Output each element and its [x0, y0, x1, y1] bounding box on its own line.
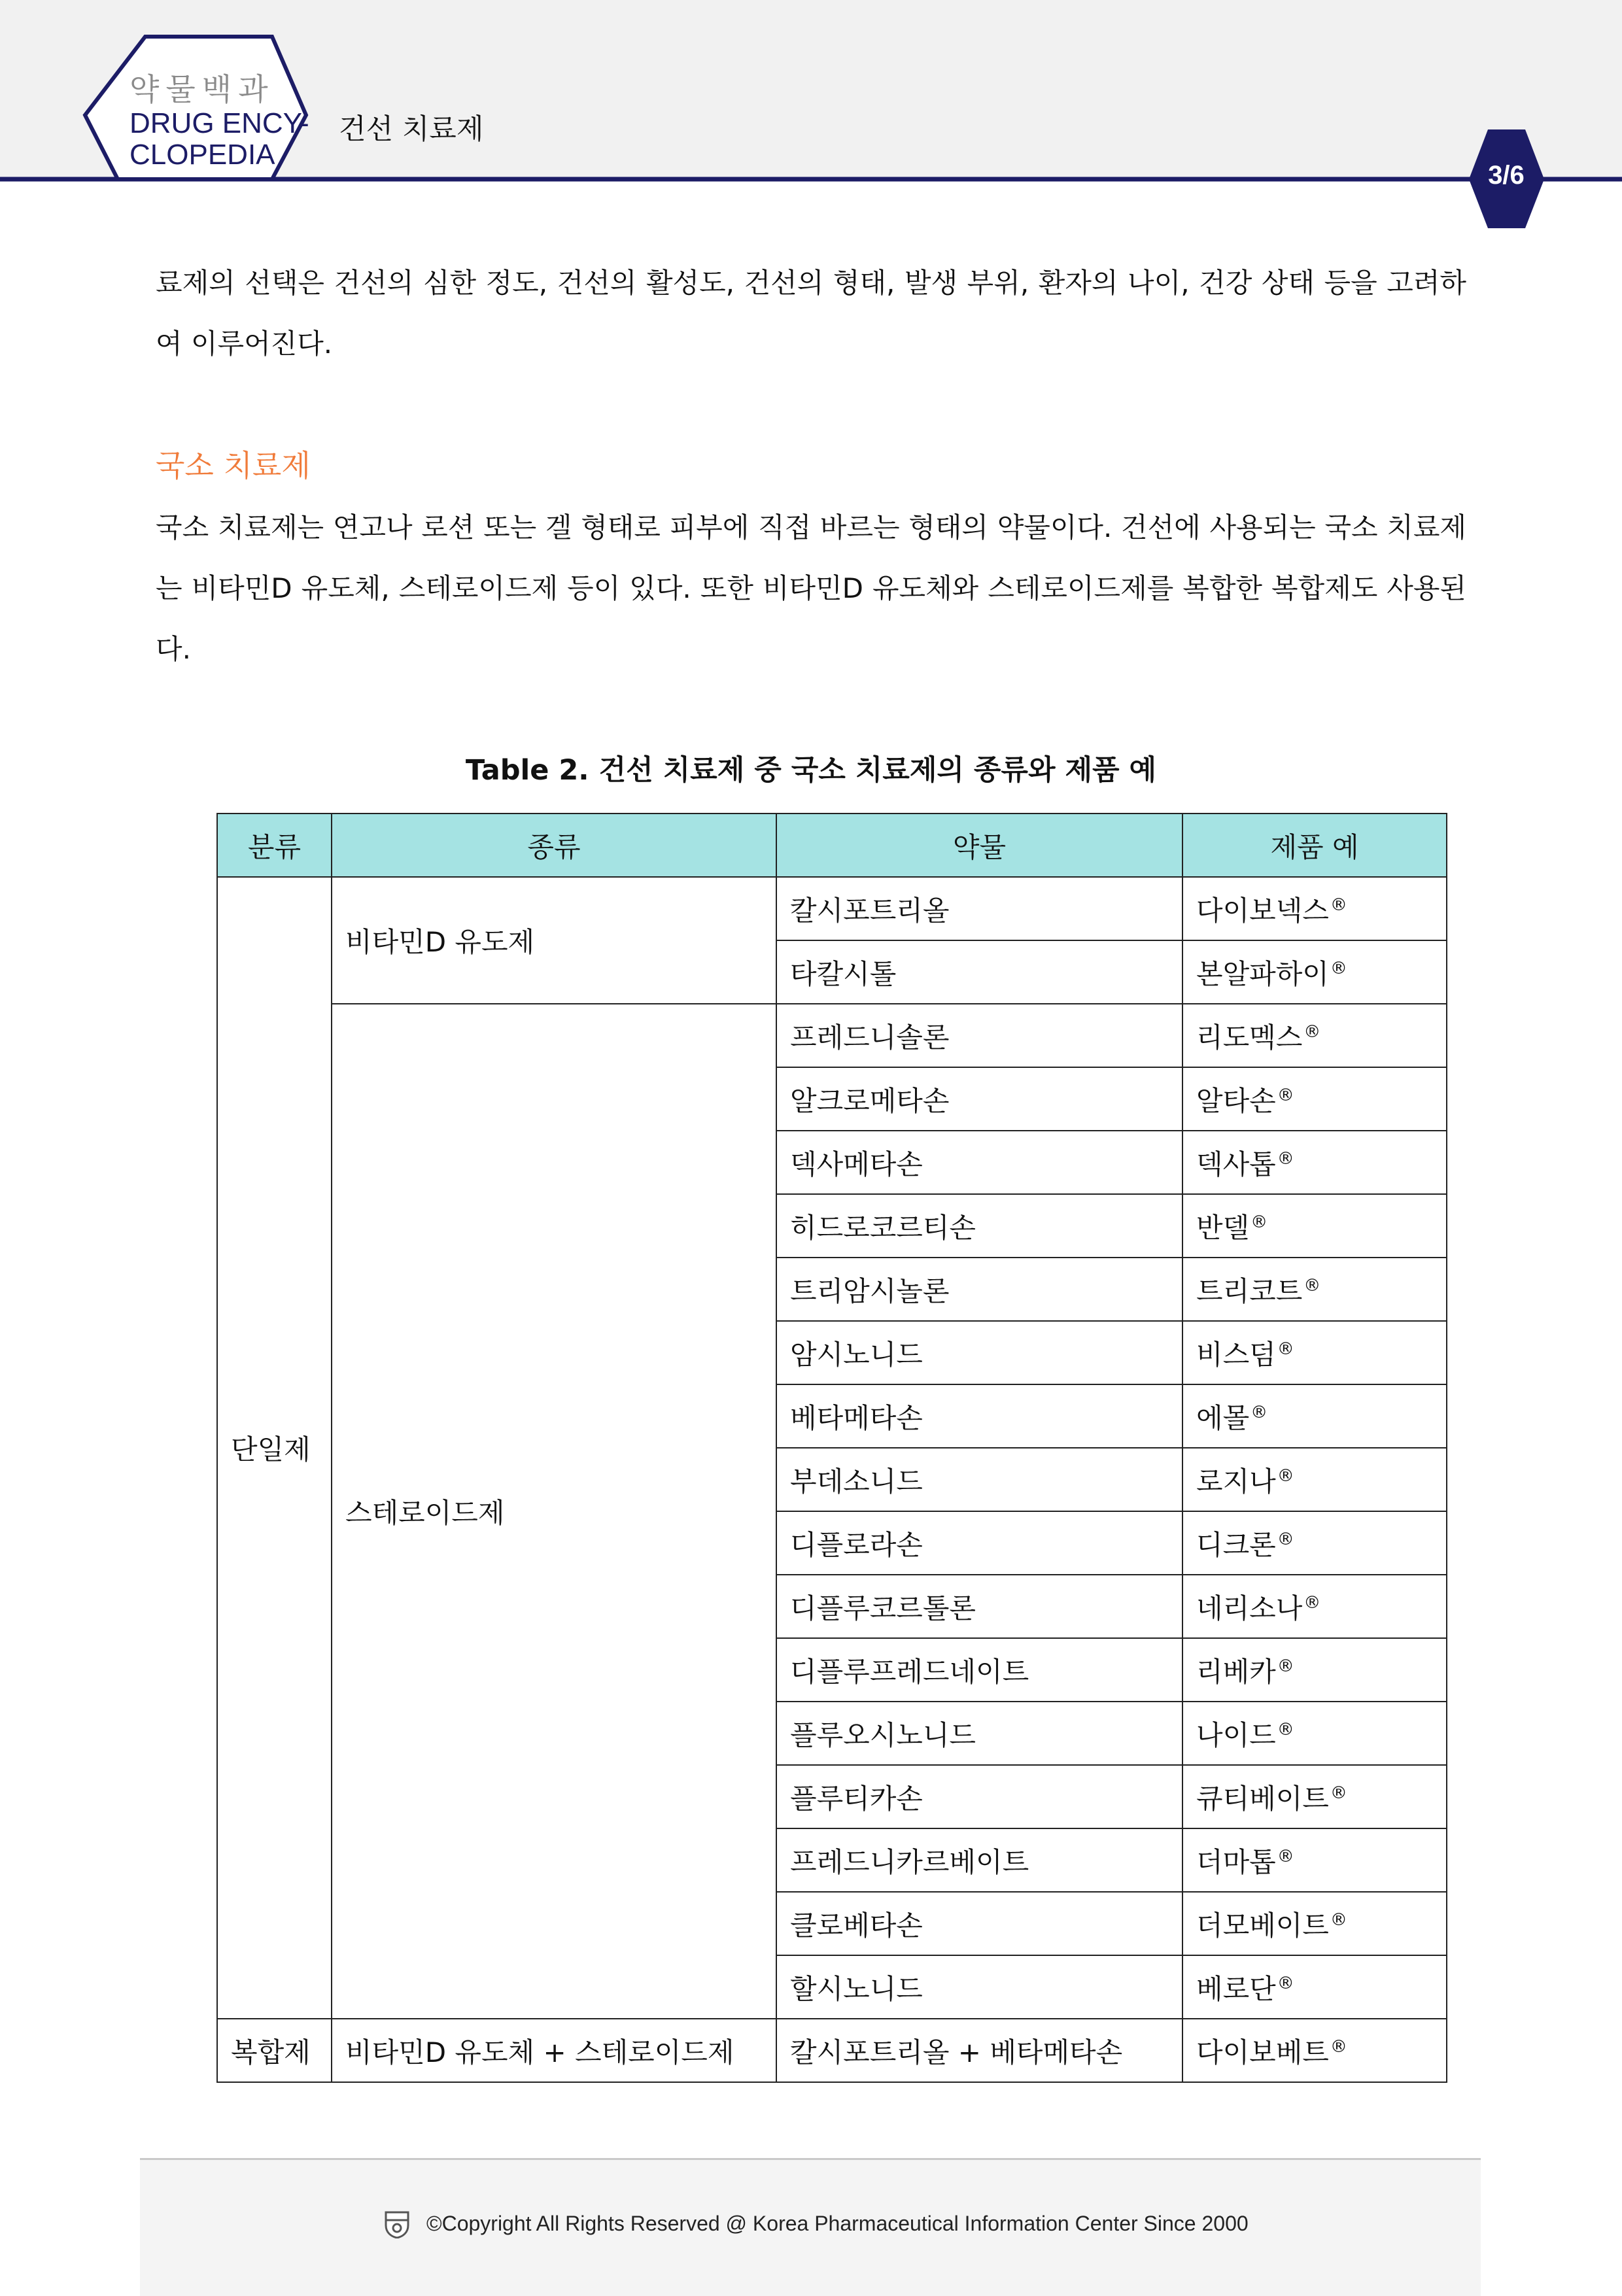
registered-mark: ® — [1303, 1275, 1321, 1295]
product-cell — [1182, 1448, 1447, 1511]
product-cell-text: 베로단 — [1196, 1972, 1276, 2005]
section-paragraph: 국소 치료제는 연고나 로션 또는 겔 형태로 피부에 직접 바르는 형태의 약물이다. 건선에 사용되는 국소 치료제는 비타민D 유도체, 스테로이드제 등이 있다. 또한 비타민D 유도체와 스테로이드제를 복합한 복합제도 사용된다. — [156, 511, 1466, 665]
drug-cell-text: 트리암시놀론 — [790, 1275, 950, 1307]
drug-cell-text: 히드로코르티손 — [790, 1211, 976, 1244]
drug-cell — [776, 1384, 1182, 1448]
drug-cell — [776, 1258, 1182, 1321]
registered-mark: ® — [1330, 895, 1347, 915]
registered-mark: ® — [1330, 958, 1347, 978]
product-cell — [1182, 1258, 1447, 1321]
product-cell — [1182, 1828, 1447, 1892]
header-category: 분류 — [217, 814, 332, 877]
drug-cell — [776, 1194, 1182, 1258]
table-row — [217, 1004, 1447, 1067]
type-cell — [332, 2019, 776, 2082]
drug-cell-text: 부데소니드 — [790, 1465, 923, 1498]
logo-english-line2: CLOPEDIA — [129, 139, 275, 171]
registered-mark: ® — [1277, 1973, 1294, 1993]
registered-mark: ® — [1303, 1021, 1321, 1042]
product-cell-text: 나이드 — [1196, 1719, 1276, 1751]
registered-mark: ® — [1251, 1212, 1268, 1232]
registered-mark: ® — [1330, 1783, 1347, 1803]
product-cell-text: 다이보넥스 — [1196, 894, 1329, 927]
category-cell — [217, 2019, 332, 2082]
product-cell — [1182, 1702, 1447, 1765]
drug-cell — [776, 1511, 1182, 1575]
drug-cell — [776, 1765, 1182, 1828]
product-cell-text: 네리소나 — [1196, 1592, 1303, 1624]
category-cell-text: 복합제 — [231, 2036, 311, 2068]
logo-english-line1: DRUG ENCY- — [129, 107, 309, 139]
product-cell-text: 비스덤 — [1196, 1338, 1276, 1371]
registered-mark: ® — [1277, 1148, 1294, 1169]
drug-cell-text: 베타메타손 — [790, 1401, 923, 1434]
registered-mark: ® — [1277, 1085, 1294, 1105]
product-cell-text: 큐티베이트 — [1196, 1782, 1329, 1815]
category-cell — [217, 877, 332, 2019]
product-cell-text: 더마톱 — [1196, 1845, 1276, 1878]
drug-cell — [776, 1892, 1182, 1955]
product-cell — [1182, 1955, 1447, 2019]
registered-mark: ® — [1330, 1910, 1347, 1930]
product-cell-text: 반델 — [1196, 1211, 1250, 1244]
drug-cell-text: 플루티카손 — [790, 1782, 923, 1815]
table-body — [217, 877, 1447, 2082]
drug-cell-text: 플루오시노니드 — [790, 1719, 976, 1751]
drug-cell-text: 타칼시톨 — [790, 957, 897, 990]
product-cell-text: 알타손 — [1196, 1084, 1276, 1117]
drug-cell — [776, 1575, 1182, 1638]
product-cell — [1182, 2019, 1447, 2082]
drug-cell — [776, 1321, 1182, 1384]
drug-cell — [776, 1828, 1182, 1892]
registered-mark: ® — [1277, 1656, 1294, 1676]
registered-mark: ® — [1303, 1592, 1321, 1613]
type-cell-text: 비타민D 유도제 — [345, 926, 535, 958]
drug-cell — [776, 1955, 1182, 2019]
product-cell-text: 에몰 — [1196, 1401, 1250, 1434]
drug-cell-text: 디플루코르톨론 — [790, 1592, 976, 1624]
header-drug: 약물 — [776, 814, 1182, 877]
product-cell — [1182, 1511, 1447, 1575]
product-cell — [1182, 940, 1447, 1004]
drug-cell — [776, 877, 1182, 940]
drug-cell-text: 할시노니드 — [790, 1972, 923, 2005]
drug-cell-text: 클로베타손 — [790, 1909, 923, 1942]
registered-mark: ® — [1277, 1719, 1294, 1739]
table-row — [217, 877, 1447, 940]
drug-cell — [776, 1067, 1182, 1131]
page-number: 3/6 — [1488, 161, 1525, 190]
product-cell — [1182, 1384, 1447, 1448]
product-cell — [1182, 1892, 1447, 1955]
header-title: 건선 치료제 — [339, 113, 484, 146]
type-cell — [332, 877, 776, 1004]
drug-cell — [776, 1448, 1182, 1511]
drug-cell — [776, 1131, 1182, 1194]
product-cell — [1182, 1067, 1447, 1131]
drug-table — [216, 813, 1447, 2083]
product-cell — [1182, 1004, 1447, 1067]
header-product: 제품 예 — [1182, 814, 1447, 877]
logo-korean: 약물백과 — [129, 72, 275, 108]
product-cell-text: 디크론 — [1196, 1528, 1276, 1561]
drug-cell — [776, 2019, 1182, 2082]
table-row — [217, 2019, 1447, 2082]
product-cell-text: 리도멕스 — [1196, 1021, 1303, 1054]
product-cell — [1182, 877, 1447, 940]
category-cell-text: 단일제 — [231, 1433, 311, 1465]
crest-icon — [385, 2211, 409, 2238]
product-cell-text: 다이보베트 — [1196, 2036, 1329, 2068]
header-type: 종류 — [332, 814, 776, 877]
registered-mark: ® — [1330, 2036, 1347, 2057]
type-cell-text: 비타민D 유도체 + 스테로이드제 — [345, 2036, 734, 2068]
drug-cell-text: 암시노니드 — [790, 1338, 923, 1371]
product-cell-text: 로지나 — [1196, 1465, 1276, 1498]
product-cell — [1182, 1131, 1447, 1194]
drug-cell — [776, 940, 1182, 1004]
product-cell — [1182, 1321, 1447, 1384]
product-cell — [1182, 1575, 1447, 1638]
type-cell-text: 스테로이드제 — [345, 1497, 505, 1529]
registered-mark: ® — [1277, 1339, 1294, 1359]
drug-cell-text: 디플로라손 — [790, 1528, 923, 1561]
drug-cell-text: 알크로메타손 — [790, 1084, 950, 1117]
registered-mark: ® — [1277, 1529, 1294, 1549]
drug-cell-text: 프레드니솔론 — [790, 1021, 950, 1054]
product-cell-text: 리베카 — [1196, 1655, 1276, 1688]
drug-cell-text: 디플루프레드네이트 — [790, 1655, 1029, 1688]
product-cell-text: 트리코트 — [1196, 1275, 1303, 1307]
registered-mark: ® — [1277, 1846, 1294, 1866]
section-heading: 국소 치료제 — [156, 448, 311, 483]
intro-paragraph: 료제의 선택은 건선의 심한 정도, 건선의 활성도, 건선의 형태, 발생 부위, 환자의 나이, 건강 상태 등을 고려하여 이루어진다. — [156, 267, 1466, 360]
product-cell — [1182, 1765, 1447, 1828]
product-cell-text: 덱사톱 — [1196, 1148, 1276, 1180]
registered-mark: ® — [1251, 1402, 1268, 1422]
drug-cell-text: 프레드니카르베이트 — [790, 1845, 1029, 1878]
drug-cell-text: 칼시포트리올 + 베타메타손 — [790, 2036, 1123, 2068]
drug-cell-text: 칼시포트리올 — [790, 894, 950, 927]
registered-mark: ® — [1277, 1465, 1294, 1486]
drug-cell — [776, 1004, 1182, 1067]
drug-cell — [776, 1702, 1182, 1765]
table-caption: Table 2. 건선 치료제 중 국소 치료제의 종류와 제품 예 — [465, 754, 1157, 787]
product-cell — [1182, 1194, 1447, 1258]
product-cell-text: 더모베이트 — [1196, 1909, 1329, 1942]
product-cell — [1182, 1638, 1447, 1702]
table-header-row — [217, 814, 1447, 877]
drug-cell — [776, 1638, 1182, 1702]
copyright-text: ©Copyright All Rights Reserved @ Korea Pharmaceutical Information Center Since 2000 — [426, 2212, 1249, 2235]
product-cell-text: 본알파하이 — [1196, 957, 1329, 990]
type-cell — [332, 1004, 776, 2019]
drug-cell-text: 덱사메타손 — [790, 1148, 923, 1180]
